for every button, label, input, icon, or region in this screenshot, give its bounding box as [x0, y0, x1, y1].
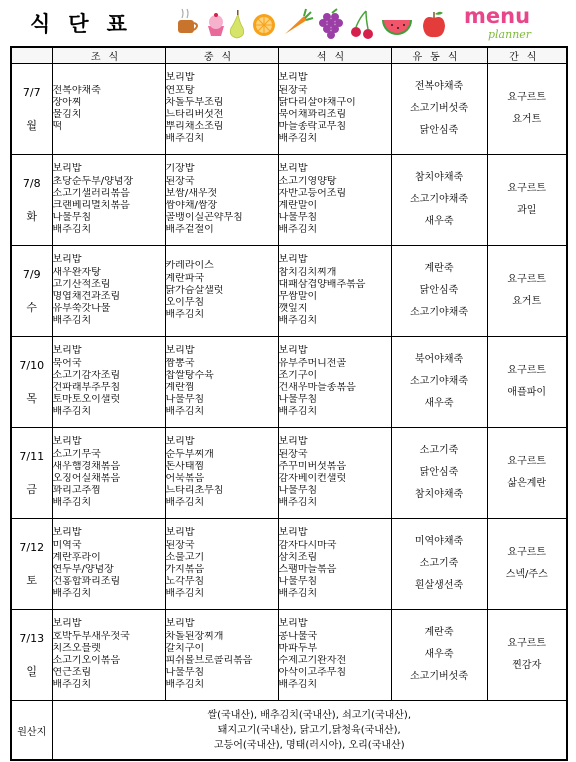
menu-item: 순두부찌개: [165, 448, 214, 460]
menu-item: 나물무침: [165, 667, 205, 679]
weekday-label: 화: [26, 209, 38, 223]
menu-item: 마늘종락교무침: [278, 121, 347, 133]
menu-item: 카레라이스: [165, 260, 214, 272]
menu-item: 자반고등어조림: [278, 187, 347, 199]
breakfast-cell: [52, 428, 165, 519]
snack-cell: [487, 519, 567, 610]
column-header-dinner: 석식: [278, 47, 391, 64]
snack-cell: [487, 610, 567, 701]
menu-item: 배추김치: [278, 315, 318, 327]
menu-item: 찹쌀탕수육: [165, 369, 214, 381]
menu-item: 요구르트: [507, 365, 547, 376]
menu-item: 보리밥: [278, 436, 308, 448]
table-header-row: [11, 47, 567, 64]
column-header-lunch: 중식: [165, 47, 278, 64]
menu-item: 콩나물국: [278, 630, 318, 642]
menu-item: 나물무침: [165, 394, 205, 406]
lunch-cell: [165, 519, 278, 610]
menu-item: 오이무침: [165, 297, 205, 309]
menu-item: 북어국: [52, 357, 82, 369]
menu-item: 보리밥: [165, 436, 195, 448]
menu-item: 배추김치: [278, 224, 318, 236]
weekday-label: 토: [26, 573, 38, 587]
dinner-cell: [278, 337, 391, 428]
day-cell: [11, 246, 52, 337]
menu-item: 닭안심죽: [419, 285, 459, 296]
date-label: 7/9: [22, 267, 41, 281]
date-label: 7/13: [19, 631, 45, 645]
day-cell: [11, 337, 52, 428]
menu-item: 스넥/주스: [505, 569, 548, 580]
menu-item: 배추김치: [278, 497, 318, 509]
liquid-cell: [391, 337, 487, 428]
menu-item: 감자다시마국: [278, 539, 337, 551]
menu-item: 배추김치: [52, 406, 92, 418]
menu-item: 보리밥: [278, 618, 308, 630]
table-row: [11, 428, 567, 519]
menu-item: 건홍합꽈리조림: [52, 576, 121, 588]
menu-item: 배추김치: [165, 309, 205, 321]
menu-item: 미역야채죽: [414, 536, 464, 547]
day-cell: [11, 519, 52, 610]
origin-info: [52, 701, 567, 761]
menu-item: 새우죽: [424, 398, 454, 409]
menu-item: 새우햄경채볶음: [52, 460, 121, 472]
day-cell: [11, 155, 52, 246]
menu-item: 소고기영양탕: [278, 175, 337, 187]
menu-item: 요거트: [512, 114, 542, 125]
menu-item: 나물무침: [278, 485, 318, 497]
breakfast-cell: [52, 155, 165, 246]
table-row: [11, 519, 567, 610]
menu-item: 요구르트: [507, 638, 547, 649]
menu-item: 계란말이: [278, 200, 318, 211]
menu-item: 무쌈말이: [278, 291, 318, 302]
menu-item: 피쉬볼브로콜리볶음: [165, 655, 253, 666]
weekday-label: 수: [26, 300, 38, 314]
menu-item: 연포탕: [165, 84, 195, 96]
menu-item: 물김치: [52, 109, 82, 120]
menu-item: 찐감자: [512, 660, 542, 671]
breakfast-cell: [52, 337, 165, 428]
menu-item: 초당순두부/양념장: [52, 175, 134, 187]
menu-item: 고기산적조림: [52, 278, 111, 290]
dinner-cell: [278, 519, 391, 610]
lunch-cell: [165, 337, 278, 428]
menu-item: 된장국: [278, 448, 308, 460]
menu-item: 쌈야채/쌈장: [165, 200, 218, 211]
menu-item: 배추김치: [165, 679, 205, 691]
menu-item: 어묵볶음: [165, 473, 205, 484]
menu-item: 호박두부새우젓국: [52, 630, 130, 642]
snack-cell: [487, 337, 567, 428]
menu-item: 보리밥: [52, 527, 82, 539]
table-row: [11, 610, 567, 701]
menu-item: 소고기무국: [52, 448, 101, 460]
menu-item: 보리밥: [278, 72, 308, 84]
snack-cell: [487, 428, 567, 519]
breakfast-cell: [52, 64, 165, 155]
menu-item: 차돌된장찌개: [165, 630, 224, 642]
liquid-cell: [391, 610, 487, 701]
menu-item: 된장국: [165, 175, 195, 187]
menu-item: 보리밥: [52, 436, 82, 448]
menu-item: 건새우마늘종볶음: [278, 382, 356, 393]
menu-item: 새우죽: [424, 649, 454, 660]
cupcake-icon: [208, 13, 224, 36]
snack-cell: [487, 155, 567, 246]
weekday-label: 일: [26, 664, 38, 678]
menu-item: 크랜베리멸치볶음: [52, 200, 130, 211]
table-body: [11, 64, 567, 701]
liquid-cell: [391, 64, 487, 155]
menu-item: 보리밥: [165, 72, 195, 84]
apple-icon: [423, 12, 445, 37]
menu-item: 나물무침: [52, 212, 92, 224]
menu-item: 계란파국: [165, 272, 205, 284]
weekday-label: 월: [26, 118, 38, 132]
origin-row: [11, 701, 567, 761]
lunch-cell: [165, 64, 278, 155]
menu-item: 참치야채죽: [414, 489, 464, 500]
menu-item: 소고기버섯죽: [410, 671, 468, 682]
menu-item: 소고기야채죽: [410, 307, 468, 318]
day-cell: [11, 428, 52, 519]
menu-item: 소고기감자조림: [52, 369, 121, 381]
watermelon-icon: [382, 20, 412, 35]
menu-item: 된장국: [278, 84, 308, 96]
menu-item: 배추김치: [52, 224, 92, 236]
liquid-cell: [391, 428, 487, 519]
menu-item: 치즈오믈렛: [52, 642, 101, 654]
origin-label: 원산지: [11, 701, 52, 761]
meal-table: [10, 46, 568, 761]
date-label: 7/10: [19, 358, 45, 372]
menu-item: 배추김치: [165, 133, 205, 145]
menu-item: 전복야채죽: [414, 81, 464, 92]
menu-item: 삶은계란: [507, 478, 547, 489]
menu-item: 과일: [517, 205, 537, 216]
menu-item: 새우죽: [424, 216, 454, 227]
column-header-snack: 간식: [487, 47, 567, 64]
menu-item: 보리밥: [165, 527, 195, 539]
menu-item: 소고기죽: [419, 558, 459, 569]
dinner-cell: [278, 610, 391, 701]
menu-item: 배추김치: [52, 679, 92, 691]
coffee-cup-icon: [178, 9, 197, 33]
weekday-label: 금: [26, 482, 38, 496]
menu-item: 보리밥: [52, 163, 82, 175]
menu-item: 보리밥: [278, 527, 308, 539]
menu-item: 돈사태찜: [165, 460, 205, 472]
menu-item: 감자베이컨샐럿: [278, 473, 347, 484]
date-label: 7/11: [19, 449, 45, 463]
menu-item: 삼치조림: [278, 551, 318, 563]
menu-item: 유부쑥갓나물: [52, 303, 111, 315]
menu-item: 보리밥: [278, 254, 308, 266]
menu-item: 소고기야채죽: [410, 376, 468, 387]
breakfast-cell: [52, 246, 165, 337]
lunch-cell: [165, 610, 278, 701]
menu-item: 떡: [52, 121, 63, 133]
menu-item: 뿌리채소조림: [165, 121, 224, 133]
breakfast-cell: [52, 519, 165, 610]
menu-item: 배추김치: [165, 406, 205, 418]
day-cell: [11, 610, 52, 701]
carrot-icon: [285, 9, 313, 34]
menu-item: 참치김치찌개: [278, 266, 337, 278]
date-label: 7/8: [22, 176, 41, 190]
snack-cell: [487, 246, 567, 337]
column-header-liquid: 유동식: [391, 47, 487, 64]
menu-item: 배추김치: [278, 679, 318, 691]
menu-item: 애플파이: [507, 387, 547, 398]
menu-item: 아삭이고추무침: [278, 667, 347, 679]
liquid-cell: [391, 246, 487, 337]
menu-item: 보리밥: [165, 345, 195, 357]
snack-cell: [487, 64, 567, 155]
menu-item: 조기구이: [278, 369, 318, 381]
menu-item: 느타리초무침: [165, 485, 224, 497]
table-row: [11, 337, 567, 428]
cherries-icon: [351, 11, 373, 39]
menu-item: 닭가슴살샐럿: [165, 284, 224, 296]
menu-item: 배추김치: [52, 588, 92, 600]
menu-item: 오징어실채볶음: [52, 473, 121, 484]
page-title: 식단표: [30, 12, 145, 36]
menu-item: 마파두부: [278, 642, 318, 654]
origin-line: 돼지고기(국내산), 닭고기,닭청육(국내산),: [217, 724, 401, 736]
menu-item: 보리밥: [165, 618, 195, 630]
menu-item: 나물무침: [278, 212, 318, 224]
lunch-cell: [165, 428, 278, 519]
breakfast-cell: [52, 610, 165, 701]
lunch-cell: [165, 155, 278, 246]
menu-item: 나물무침: [278, 394, 318, 406]
menu-item: 북어야채죽: [414, 354, 464, 365]
menu-item: 요구르트: [507, 92, 547, 103]
menu-item: 골뱅이실곤약무침: [165, 212, 243, 224]
menu-item: 요거트: [512, 296, 542, 307]
menu-item: 보리밥: [278, 163, 308, 175]
menu-item: 가지볶음: [165, 564, 205, 575]
menu-item: 소고기야채죽: [410, 194, 468, 205]
menu-item: 계란찜: [165, 382, 195, 393]
menu-item: 토마토오이샐럿: [52, 394, 121, 406]
menu-item: 나물무침: [278, 576, 318, 588]
origin-line: 쌀(국내산), 배추김치(국내산), 쇠고기(국내산),: [207, 709, 412, 721]
menu-item: 계란죽: [424, 263, 454, 274]
menu-item: 보리밥: [52, 618, 82, 630]
menu-item: 보리밥: [52, 345, 82, 357]
menu-item: 대패삼겹양배추볶음: [278, 278, 366, 290]
menu-planner-logo: [458, 4, 568, 44]
weekday-label: 목: [26, 391, 38, 405]
grapes-icon: [319, 9, 343, 39]
orange-slice-icon: [253, 14, 275, 36]
menu-item: 차돌두부조림: [165, 96, 224, 108]
menu-item: 북어채꽈리조림: [278, 109, 347, 120]
date-label: 7/7: [22, 85, 41, 99]
menu-item: 계란후라이: [52, 551, 101, 563]
menu-item: 참치야채죽: [414, 172, 464, 183]
menu-item: 미역국: [52, 539, 82, 551]
menu-item: 배추김치: [278, 133, 318, 145]
menu-item: 소고기샐러리볶음: [52, 187, 130, 199]
menu-item: 유부주머니전골: [278, 357, 347, 369]
menu-item: 느타리버섯전: [165, 109, 224, 120]
menu-item: 연근조림: [52, 667, 92, 679]
table-row: [11, 246, 567, 337]
menu-item: 요구르트: [507, 547, 547, 558]
liquid-cell: [391, 519, 487, 610]
menu-item: 된장국: [165, 539, 195, 551]
menu-item: 건파래부추무침: [52, 382, 121, 393]
day-cell: [11, 64, 52, 155]
menu-item: 갈치구이: [165, 642, 205, 654]
menu-item: 배추겉절이: [165, 224, 214, 236]
brand-sub: planner: [488, 28, 532, 41]
menu-item: 닭다리살야채구이: [278, 96, 356, 108]
menu-item: 깻잎지: [278, 303, 308, 315]
page-header: [0, 0, 576, 44]
menu-item: 소불고기: [165, 551, 205, 563]
origin-line: 고등어(국내산), 명태(러시아), 오리(국내산): [213, 739, 405, 751]
menu-item: 꽈리고추찜: [52, 485, 101, 497]
menu-item: 배추김치: [278, 406, 318, 418]
pear-icon: [230, 10, 244, 38]
menu-item: 배추김치: [165, 497, 205, 509]
menu-item: 수제고기완자전: [278, 655, 347, 666]
menu-item: 닭안심죽: [419, 125, 459, 136]
dinner-cell: [278, 64, 391, 155]
menu-item: 닭안심죽: [419, 467, 459, 478]
menu-item: 배추김치: [52, 497, 92, 509]
menu-item: 배추김치: [52, 315, 92, 327]
column-header-date: [11, 47, 52, 64]
menu-item: 노각무침: [165, 576, 205, 588]
menu-item: 소고기오이볶음: [52, 655, 121, 666]
lunch-cell: [165, 246, 278, 337]
menu-item: 소고기버섯죽: [410, 103, 468, 114]
menu-item: 명엽채견과조림: [52, 291, 121, 302]
menu-item: 장아찌: [52, 96, 82, 108]
liquid-cell: [391, 155, 487, 246]
table-row: [11, 64, 567, 155]
dinner-cell: [278, 428, 391, 519]
menu-item: 기장밥: [165, 163, 195, 175]
menu-item: 배추김치: [165, 588, 205, 600]
dinner-cell: [278, 246, 391, 337]
menu-item: 계란죽: [424, 627, 454, 638]
menu-item: 짬뽕국: [165, 357, 195, 369]
menu-item: 요구르트: [507, 274, 547, 285]
menu-item: 보리밥: [278, 345, 308, 357]
menu-item: 새우완자탕: [52, 266, 101, 278]
menu-item: 요구르트: [507, 183, 547, 194]
menu-item: 보리밥: [52, 254, 82, 266]
menu-item: 전복야채죽: [52, 84, 101, 96]
brand-word: menu: [464, 4, 531, 28]
date-label: 7/12: [19, 540, 45, 554]
menu-item: 배추김치: [278, 588, 318, 600]
menu-item: 스팸마늘볶음: [278, 564, 337, 575]
menu-item: 소고기죽: [419, 445, 459, 456]
dinner-cell: [278, 155, 391, 246]
menu-item: 보쌈/새우젓: [165, 187, 218, 199]
menu-item: 요구르트: [507, 456, 547, 467]
menu-item: 주꾸미버섯볶음: [278, 460, 347, 472]
table-row: [11, 155, 567, 246]
menu-item: 연두부/양념장: [52, 564, 114, 575]
menu-item: 흰살생선죽: [414, 580, 464, 591]
food-icon-strip: [172, 8, 457, 40]
column-header-breakfast: 조식: [52, 47, 165, 64]
